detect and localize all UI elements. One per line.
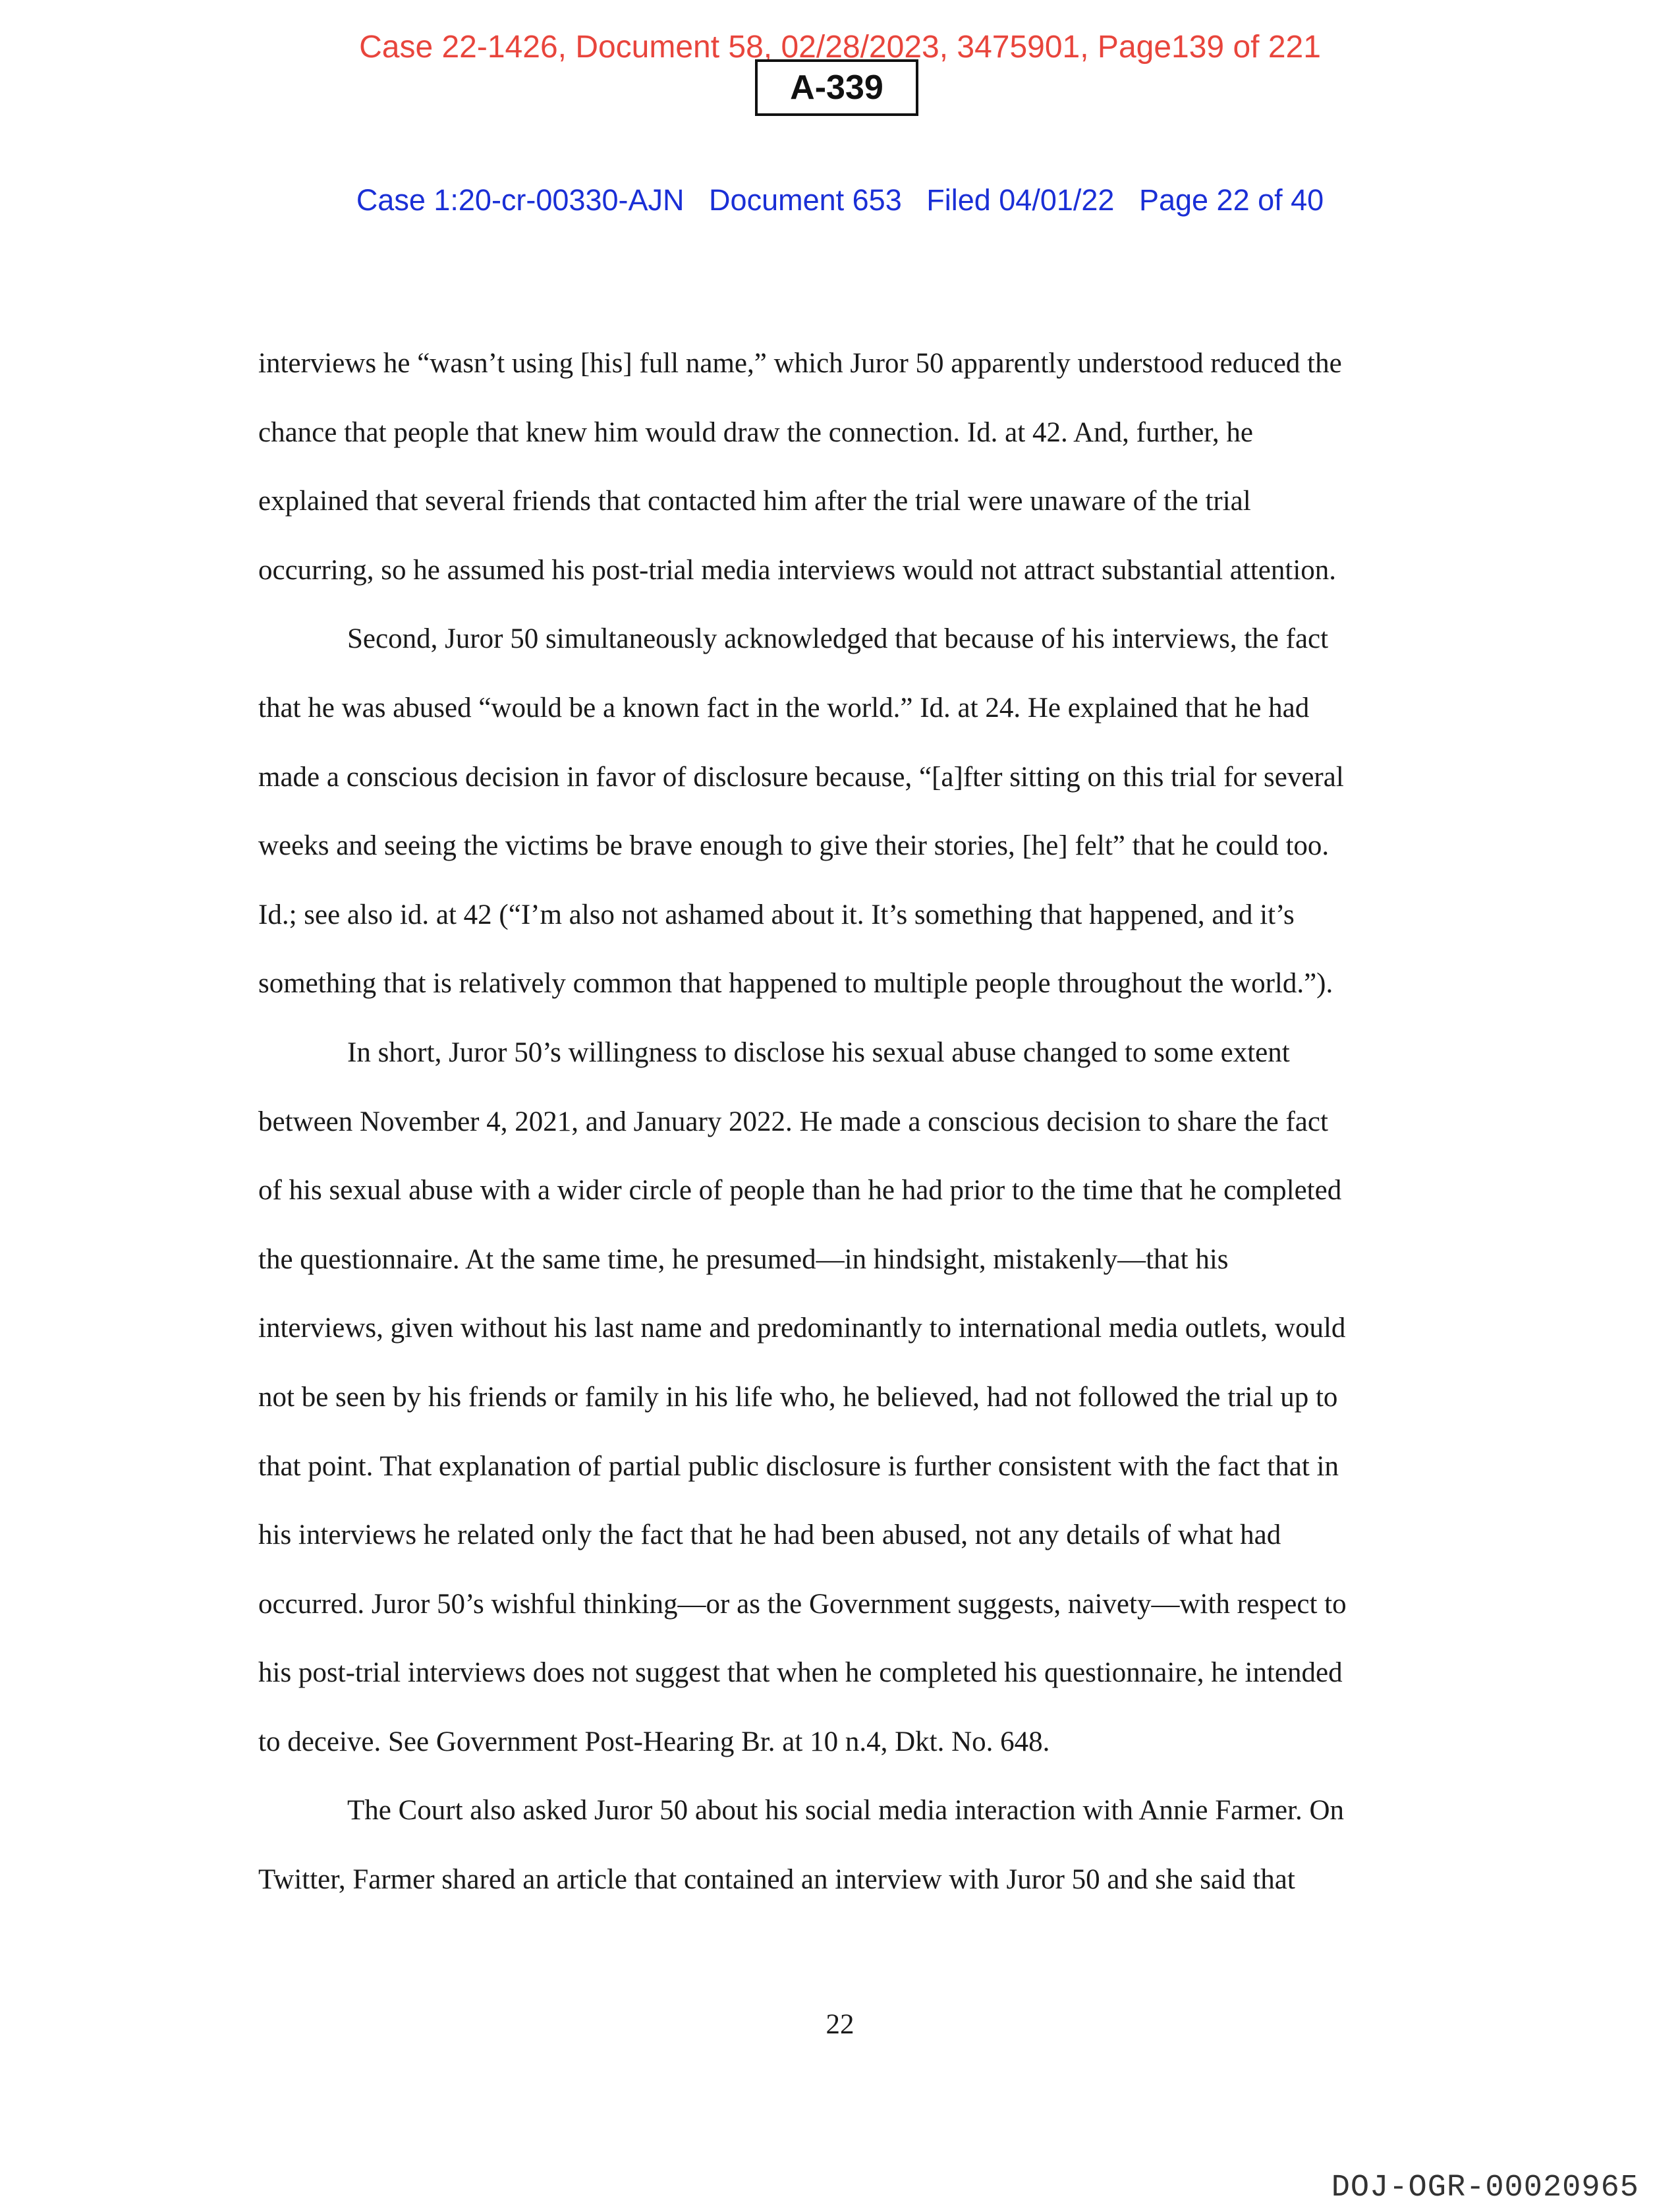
text-line: The Court also asked Juror 50 about his social media interaction with Annie Farmer. On (347, 1795, 1345, 1827)
text-line: the questionnaire. At the same time, he presumed—in hindsight, mistakenly—that his (258, 1243, 1229, 1275)
text-line: something that is relatively common that happened to multiple people throughout the world.”). (258, 968, 1333, 1000)
exhibit-label-box: A-339 (755, 59, 918, 116)
text-line: weeks and seeing the victims be brave enough to give their stories, [he] felt” that he could too. (258, 830, 1330, 862)
text-line: not be seen by his friends or family in his life who, he believed, had not followed the trial up to (258, 1381, 1338, 1413)
text-line: Twitter, Farmer shared an article that contained an interview with Juror 50 and she said that (258, 1864, 1295, 1896)
text-line: interviews, given without his last name and predominantly to international media outlets, would (258, 1313, 1346, 1344)
body-text (258, 329, 1431, 1915)
text-line: In short, Juror 50’s willingness to disclose his sexual abuse changed to some extent (347, 1036, 1290, 1068)
text-line: explained that several friends that contacted him after the trial were unaware of the trial (258, 486, 1251, 517)
district-case-stamp: Case 1:20-cr-00330-AJN Document 653 Filed 04/01/22 Page 22 of 40 (356, 183, 1324, 217)
text-line: his interviews he related only the fact that he had been abused, not any details of what had (258, 1519, 1281, 1551)
text-line: interviews he “wasn’t using [his] full name,” which Juror 50 apparently understood reduced the (258, 348, 1342, 379)
text-line: between November 4, 2021, and January 2022. He made a conscious decision to share the fact (258, 1106, 1328, 1137)
text-line: to deceive. See Government Post-Hearing Br. at 10 n.4, Dkt. No. 648. (258, 1726, 1050, 1757)
page-number: 22 (826, 2009, 854, 2040)
appellate-case-stamp: Case 22-1426, Document 58, 02/28/2023, 3475901, Page139 of 221 (359, 30, 1321, 65)
text-line: Second, Juror 50 simultaneously acknowledged that because of his interviews, the fact (347, 623, 1329, 655)
text-line: that he was abused “would be a known fact in the world.” Id. at 24. He explained that he had (258, 692, 1310, 723)
text-line: made a conscious decision in favor of disclosure because, “[a]fter sitting on this trial for several (258, 761, 1344, 793)
bates-number: DOJ-OGR-00020965 (1331, 2170, 1639, 2205)
text-line: that point. That explanation of partial public disclosure is further consistent with the fact that in (258, 1450, 1339, 1482)
text-line: Id.; see also id. at 42 (“I’m also not ashamed about it. It’s something that happened, and it’s (258, 899, 1295, 930)
text-line: of his sexual abuse with a wider circle of people than he had prior to the time that he completed (258, 1175, 1342, 1206)
text-line: chance that people that knew him would draw the connection. Id. at 42. And, further, he (258, 416, 1253, 448)
text-line: occurring, so he assumed his post-trial media interviews would not attract substantial attention. (258, 554, 1337, 586)
text-line: his post-trial interviews does not suggest that when he completed his questionnaire, he intended (258, 1657, 1343, 1689)
text-line: occurred. Juror 50’s wishful thinking—or as the Government suggests, naivety—with respect to (258, 1588, 1347, 1620)
